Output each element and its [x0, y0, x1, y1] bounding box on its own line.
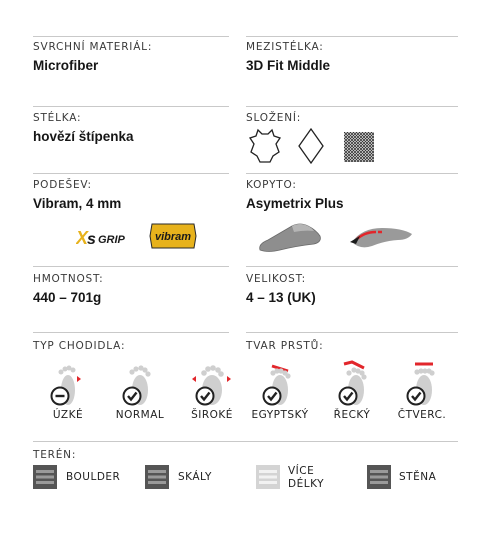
svg-text:GRIP: GRIP — [98, 234, 125, 246]
svg-text:X: X — [76, 228, 89, 248]
shoe-last-side-icon — [256, 220, 324, 254]
leather-icon — [248, 128, 282, 164]
terrain-rocks-icon — [145, 465, 169, 489]
rule-1-right — [246, 106, 458, 107]
last-label: KOPYTO: — [246, 179, 297, 191]
terrain-wall-icon — [367, 465, 391, 489]
weight-value: 440 – 701g — [33, 290, 102, 305]
terrain-multipitch-caption-line2: DÉLKY — [288, 478, 324, 490]
insole-label: STÉLKA: — [33, 112, 82, 124]
diamond-icon — [297, 127, 325, 165]
rule-2-left — [33, 173, 229, 174]
terrain-multipitch-caption-line1: VÍCE — [288, 465, 315, 477]
terrain-boulder-caption: BOULDER — [66, 471, 121, 483]
rule-4-left — [33, 332, 229, 333]
rule-2-right — [246, 173, 458, 174]
toe-square-caption: ČTVERC. — [397, 409, 447, 421]
svg-text:s: s — [87, 231, 96, 248]
upper-material-label: SVRCHNÍ MATERIÁL: — [33, 41, 153, 53]
foot-normal-caption: NORMAL — [115, 409, 165, 421]
terrain-multipitch-caption — [288, 465, 324, 491]
terrain-boulder-icon — [33, 465, 57, 489]
foot-wide-caption: ŠIROKÉ — [191, 409, 233, 421]
terrain-wall-caption: STĚNA — [399, 471, 437, 483]
toe-shape-label: TVAR PRSTŮ: — [246, 340, 324, 352]
toe-greek-icon — [334, 358, 374, 408]
rule-top-left — [33, 36, 229, 37]
rule-top-right — [246, 36, 458, 37]
svg-text:vibram: vibram — [154, 231, 192, 243]
mesh-fabric-icon — [343, 131, 375, 163]
terrain-multipitch-icon — [256, 465, 280, 489]
upper-material-value: Microfiber — [33, 58, 99, 73]
weight-label: HMOTNOST: — [33, 273, 104, 285]
toe-square-icon — [402, 358, 442, 408]
size-label: VELIKOST: — [246, 273, 307, 285]
shoe-sole-asymmetry-icon — [348, 222, 416, 252]
terrain-label: TERÉN: — [33, 449, 77, 461]
foot-normal-icon — [118, 362, 158, 408]
rule-4-right — [246, 332, 458, 333]
toe-egyptian-icon — [258, 358, 298, 408]
last-value: Asymetrix Plus — [246, 196, 344, 211]
vibram-logo — [148, 222, 198, 250]
rule-1-left — [33, 106, 229, 107]
outsole-label: PODEŠEV: — [33, 179, 92, 191]
toe-egyptian-caption: EGYPTSKÝ — [251, 409, 309, 421]
xs-grip-logo — [76, 224, 148, 250]
foot-narrow-caption: ÚZKÉ — [52, 409, 84, 421]
rule-3-left — [33, 266, 229, 267]
composition-label: SLOŽENÍ: — [246, 112, 302, 124]
foot-wide-icon — [190, 362, 234, 408]
rule-5 — [33, 441, 458, 442]
size-value: 4 – 13 (UK) — [246, 290, 316, 305]
midsole-value: 3D Fit Middle — [246, 58, 330, 73]
insole-value: hovězí štípenka — [33, 129, 134, 144]
terrain-rocks-caption: SKÁLY — [178, 471, 212, 483]
outsole-value: Vibram, 4 mm — [33, 196, 122, 211]
foot-type-label: TYP CHODIDLA: — [33, 340, 126, 352]
rule-3-right — [246, 266, 458, 267]
toe-greek-caption: ŘECKÝ — [333, 409, 371, 421]
midsole-label: MEZISTÉLKA: — [246, 41, 324, 53]
foot-narrow-icon — [46, 362, 86, 408]
